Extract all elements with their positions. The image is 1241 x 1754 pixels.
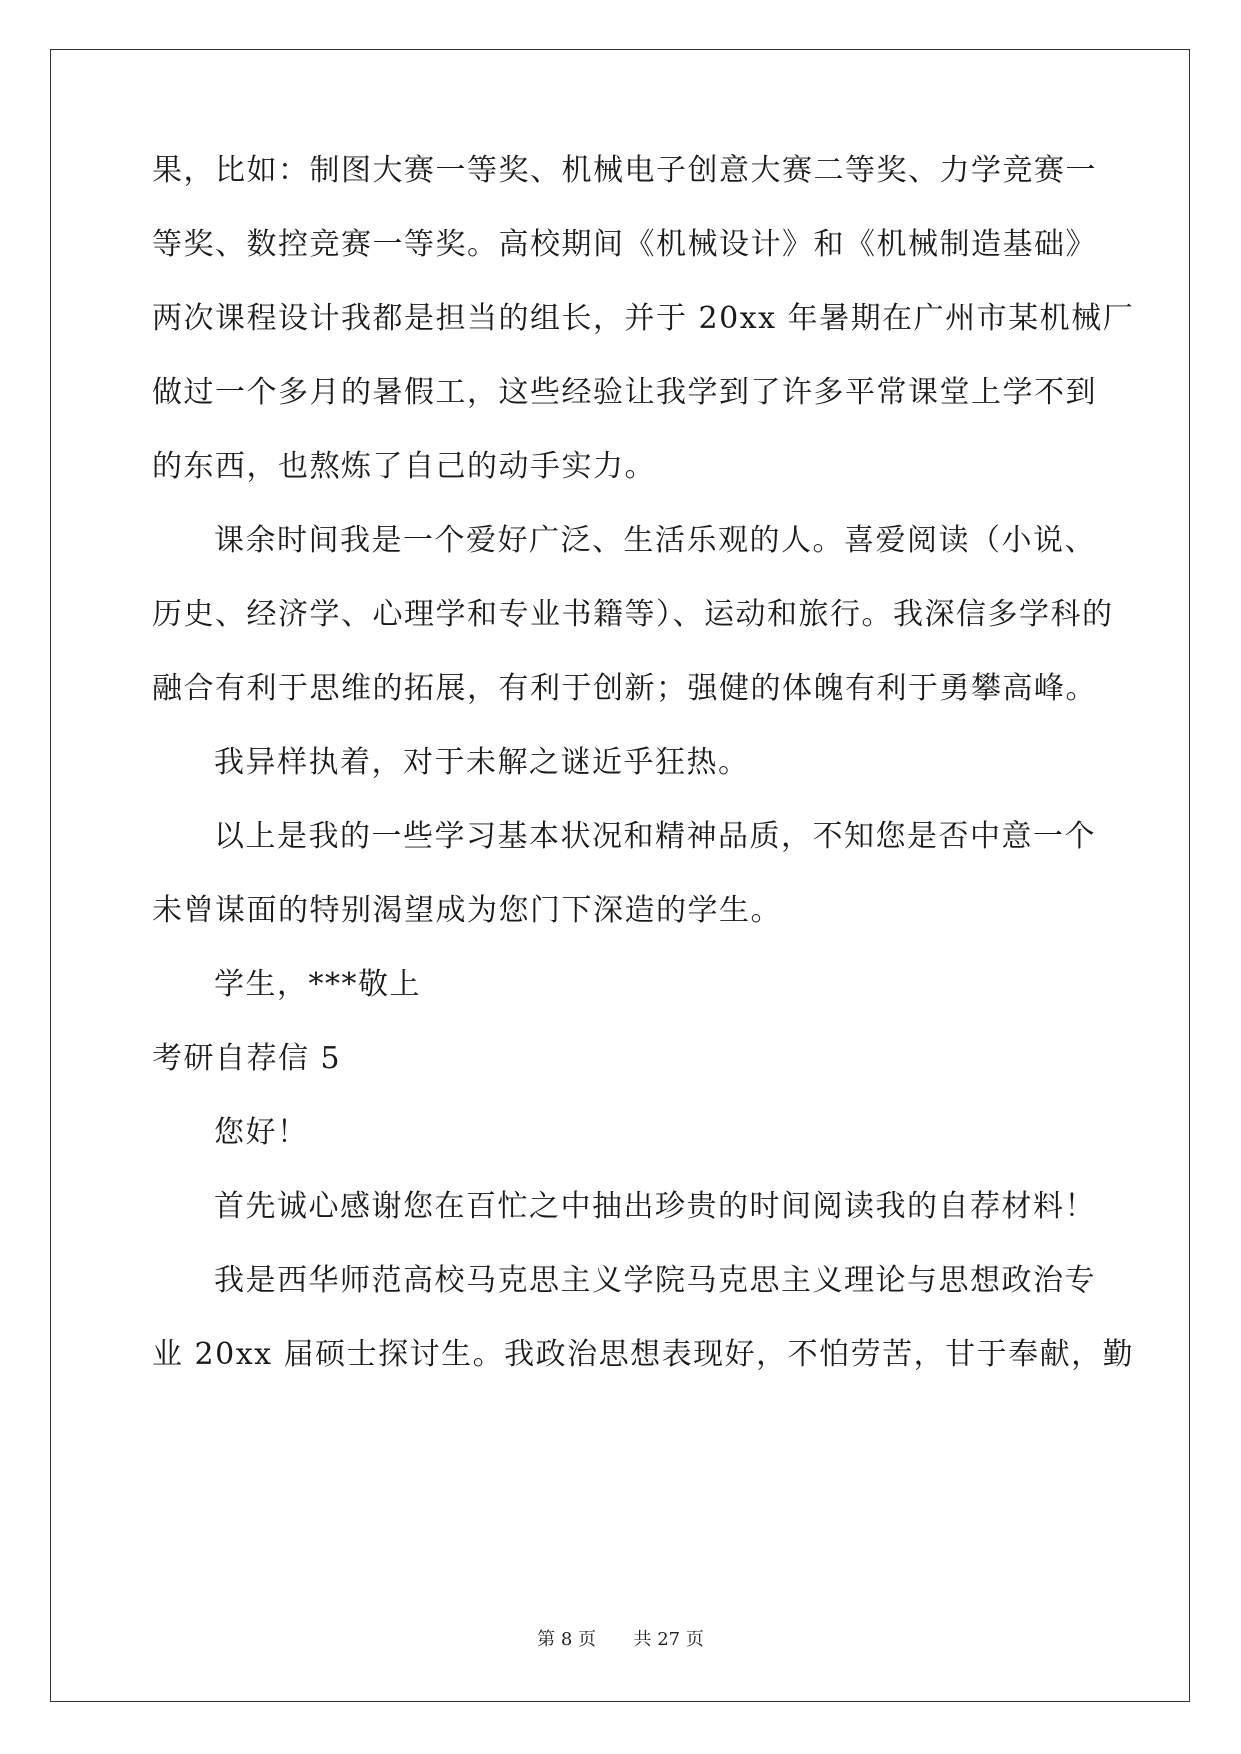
paragraph-line: 等奖、数控竞赛一等奖。高校期间《机械设计》和《机械制造基础》	[152, 227, 1097, 262]
greeting: 您好！	[214, 1115, 309, 1150]
signature-line: 学生，***敬上	[214, 967, 421, 1002]
page-border	[50, 49, 1190, 1702]
paragraph-line: 首先诚心感谢您在百忙之中抽出珍贵的时间阅读我的自荐材料！	[214, 1189, 1096, 1224]
section-title: 考研自荐信 5	[152, 1041, 342, 1076]
paragraph-line: 历史、经济学、心理学和专业书籍等）、运动和旅行。我深信多学科的	[152, 597, 1114, 632]
paragraph-line: 我异样执着，对于未解之谜近乎狂热。	[214, 745, 750, 780]
paragraph-line: 融合有利于思维的拓展，有利于创新；强健的体魄有利于勇攀高峰。	[152, 671, 1097, 706]
paragraph-line: 以上是我的一些学习基本状况和精神品质，不知您是否中意一个	[214, 819, 1096, 854]
paragraph-line: 果，比如：制图大赛一等奖、机械电子创意大赛二等奖、力学竞赛一	[152, 153, 1097, 188]
paragraph-line: 做过一个多月的暑假工，这些经验让我学到了许多平常课堂上学不到	[152, 375, 1097, 410]
paragraph-line: 未曾谋面的特别渴望成为您门下深造的学生。	[152, 893, 782, 928]
paragraph-line: 两次课程设计我都是担当的组长，并于 20xx 年暑期在广州市某机械厂	[152, 301, 1135, 336]
page-footer	[0, 1628, 1241, 1652]
paragraph-line: 我是西华师范高校马克思主义学院马克思主义理论与思想政治专	[214, 1263, 1096, 1298]
paragraph-line: 的东西，也熬炼了自己的动手实力。	[152, 449, 656, 484]
paragraph-line: 业 20xx 届硕士探讨生。我政治思想表现好，不怕劳苦，甘于奉献，勤	[152, 1337, 1135, 1372]
paragraph-line: 课余时间我是一个爱好广泛、生活乐观的人。喜爱阅读（小说、	[214, 523, 1096, 558]
page-number: 第 8 页	[537, 1629, 597, 1650]
page-total: 共 27 页	[633, 1629, 704, 1650]
